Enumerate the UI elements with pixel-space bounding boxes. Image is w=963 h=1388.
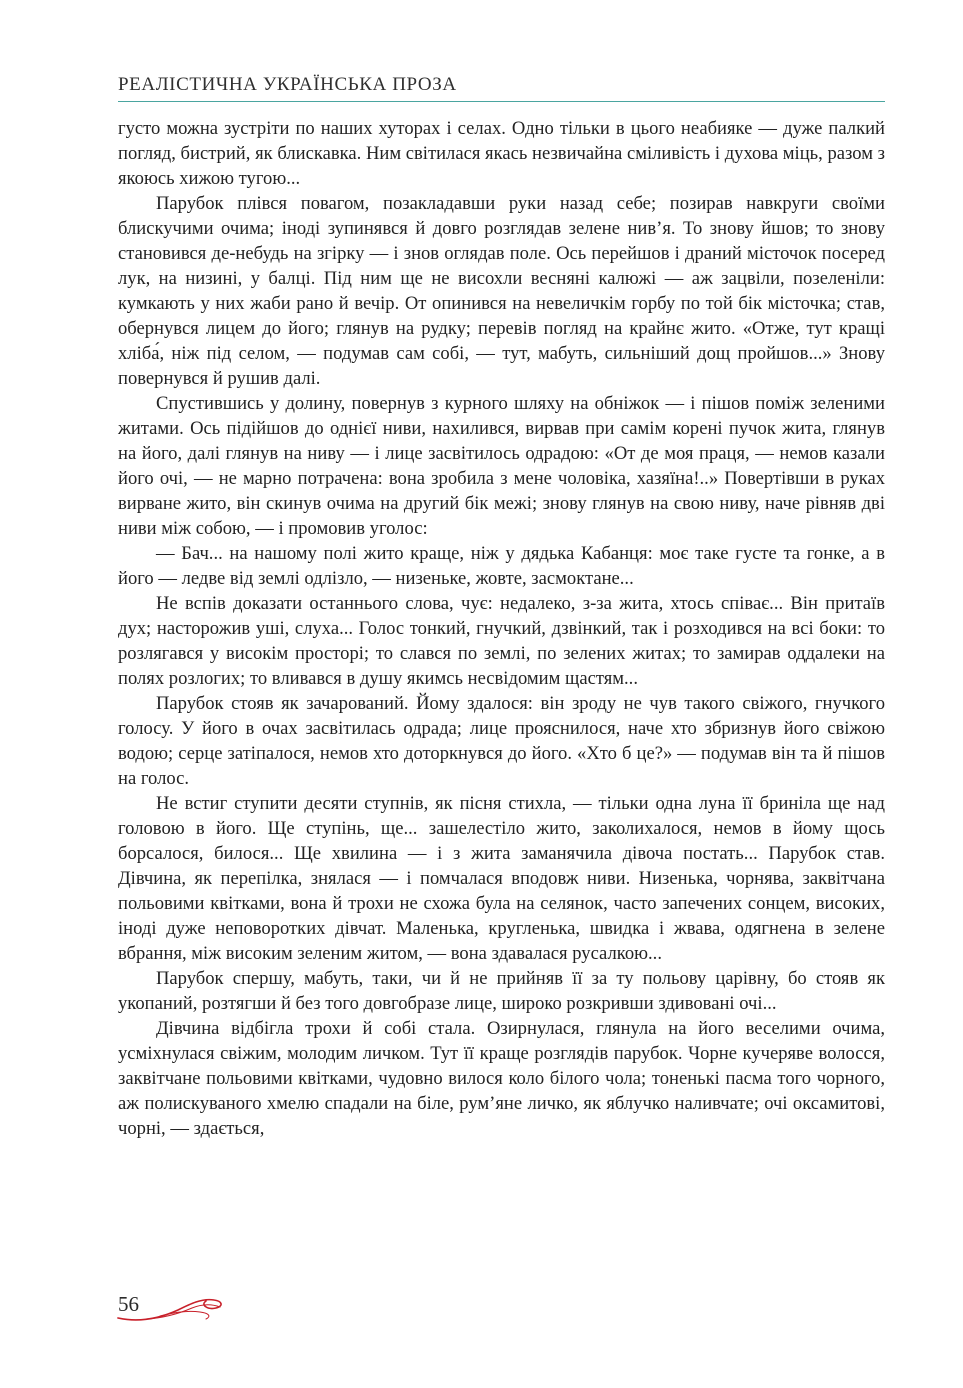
paragraph-dialogue: — Бач... на нашому полі жито краще, ніж у дядька Кабанця: моє таке густе та гонке, а в його — ледве від землі одлізло, — низеньке, жовте, засмоктане... bbox=[118, 543, 885, 589]
header-rule bbox=[118, 101, 885, 102]
running-title: РЕАЛІСТИЧНА УКРАЇНСЬКА ПРОЗА bbox=[118, 74, 457, 95]
paragraph: Дівчина відбігла трохи й собі стала. Озирнулася, глянула на його веселими очима, усміхнулася свіжим, молодим личком. Тут її краще розглядів парубок. Чорне кучеряве волосся, заквітчане польовими квітками, чудовно вилося коло білого чола; тоненькі пасма того чорного, аж полискуваного хмелю спадали на біле, рум’яне личко, як яблучко наливчате; очі оксамитові, чорні, — здається, bbox=[118, 1018, 885, 1139]
page-number: 56 bbox=[118, 1292, 139, 1316]
paragraph: Не вспів доказати останнього слова, чує: недалеко, з-за жита, хтось співає... Він притаїв дух; насторожив уші, слуха... Голос тонкий, гнучкий, дзвінкий, так і розходився на всі боки: то розлягався у високім просторі; то слався по землі, по зелених житах; то замирав оддалеки на полях розлогих; то вливався в душу якимсь несвідомим щастям... bbox=[118, 593, 885, 689]
body-text bbox=[118, 116, 885, 1141]
paragraph-continued: густо можна зустріти по наших хуторах і селах. Одно тільки в цього неабияке — дуже палкий погляд, бистрий, як блискавка. Ним світилася якась незвичайна сміливість і духова міць, разом з якоюсь хижою тугою... bbox=[118, 118, 885, 189]
paragraph: Парубок плівся повагом, позакладавши руки назад себе; позирав навкруги своїми блискучими очима; іноді зупинявся й довго розглядав зелене нив’я. То знову йшов; то знову становився де-небудь на згірку — і знов оглядав поле. Ось перейшов і драний місточок посеред лук, на низині, у балці. Під ним ще не висохли весняні калюжі — аж зацвіли, позеленіли: кумкають у них жаби рано й вечір. От опинився на невеличкім горбу по той бік місточка; став, обернувся лицем до його; глянув на рудку; перевів погляд на крайнє жито. «Отже, тут кращі хліба́, ніж під селом, — подумав сам собі, — тут, мабуть, сильніший дощ пройшов...» Знову повернувся й рушив далі. bbox=[118, 193, 885, 389]
paragraph: Парубок стояв як зачарований. Йому здалося: він зроду не чув такого свіжого, гнучкого голосу. У його в очах засвітилась одрада; лице прояснилося, наче хто збризнув його свіжою водою; серце затіпалося, немов хто доторкнувся до його. «Хто б це?» — подумав він та й пішов на голос. bbox=[118, 693, 885, 789]
paragraph: Парубок спершу, мабуть, таки, чи й не прийняв її за ту польову царівну, бо стояв як укопаний, розтягши й без того довгобразе лице, широко розкривши здивовані очі... bbox=[118, 968, 885, 1014]
paragraph: Спустившись у долину, повернув з курного шляху на обніжок — і пішов поміж зеленими житами. Ось підійшов до однієї ниви, нахилився, вирвав при самім корені пучок жита, глянув на його, далі глянув на ниву — і лице засвітилось одрадою: «От де моя праця, — немов казали його очі, — не марно потрачена: вона зробила з мене чоловіка, хазяїна!..» Повертівши в руках вирване жито, він скинув очима на другий бік межі; знову глянув на свою ниву, наче рівняв дві ниви між собою, — і промовив уголос: bbox=[118, 393, 885, 539]
paragraph: Не встиг ступити десяти ступнів, як пісня стихла, — тільки одна луна її бриніла ще над головою в його. Ще ступінь, ще... зашелестіло жито, заколихалося, немов в йому щось борсалося, билося... Ще хвилина — і з жита заманячила дівоча постать... Парубок став. Дівчина, як перепілка, знялася — і помчалася вподовж ниви. Низенька, чорнява, заквітчана польовими квітками, вона й трохи не схожа була на селянок, часто запечених сонцем, високих, іноді дуже неповоротких дівчат. Маленька, кругленька, швидка і жвава, одягнена в зелене вбрання, між високим зеленим житом, — вона здавалася русалкою... bbox=[118, 793, 885, 964]
